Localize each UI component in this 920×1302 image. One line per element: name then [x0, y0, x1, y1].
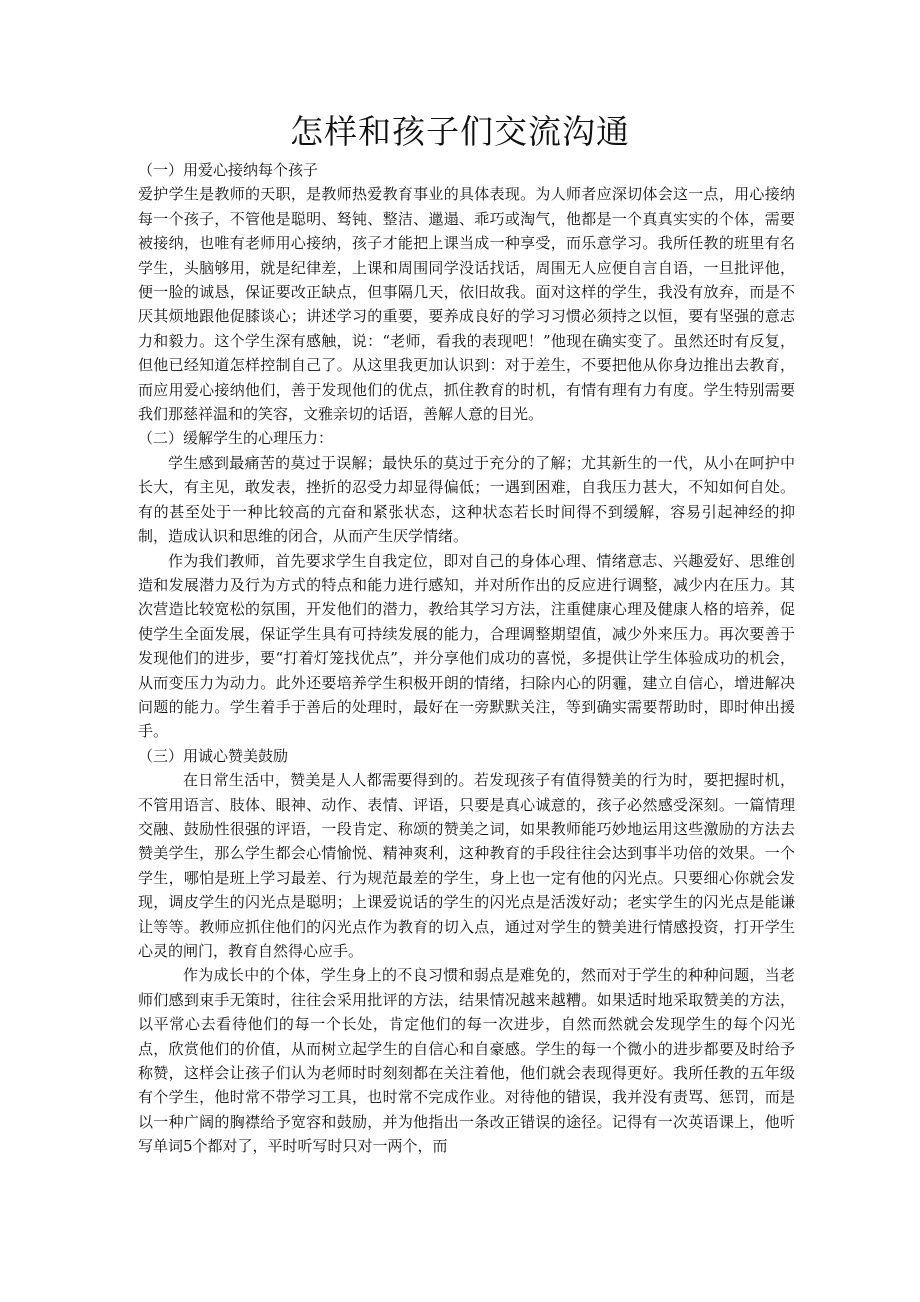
document-body: [138, 158, 795, 1159]
section-2: [138, 426, 795, 743]
section-3: [138, 744, 795, 1159]
section-1: [138, 158, 795, 426]
section-heading: （三）用诚心赞美鼓励: [138, 746, 289, 765]
section-heading: （二）缓解学生的心理压力：: [138, 429, 334, 448]
paragraph: 作为成长中的个体，学生身上的不良习惯和弱点是难免的，然而对于学生的种种问题，当老师们感到束手无策时，往往会采用批评的方法，结果情况越来越糟。如果适时地采取赞美的方法，以平常心去看待他们的每一个长处，肯定他们的每一次进步，自然而然就会发现学生的每个闪光点，欣赏他们的价值，从而树立起学生的自信心和自豪感。学生的每一个微小的进步都要及时给予称赞，这样会让孩子们认为老师时时刻刻都在关注着他，他们就会表现得更好。我所任教的五年级有个学生，他时常不带学习工具，也时常不完成作业。对待他的错误，我并没有责骂、惩罚，而是以一种广阔的胸襟给予宽容和鼓励，并为他指出一条改正错误的途径。记得有一次英语课上，他听写单词5个都对了，平时听写时只对一两个，而: [138, 966, 795, 1156]
paragraph: 学生感到最痛苦的莫过于误解；最快乐的莫过于充分的了解；尤其新生的一代，从小在呵护中长大，有主见，敢发表，挫折的忍受力却显得偏低；一遇到困难，自我压力甚大，不知如何自处。有的甚至处于一种比较高的亢奋和紧张状态，这种状态若长时间得不到缓解，容易引起神经的抑制，造成认识和思维的闭合，从而产生厌学情绪。: [138, 453, 795, 546]
paragraph: 爱护学生是教师的天职，是教师热爱教育事业的具体表现。为人师者应深切体会这一点，用心接纳每一个孩子，不管他是聪明、驽钝、整洁、邋遢、乖巧或淘气，他都是一个真真实实的个体，需要被接纳，也唯有老师用心接纳，孩子才能把上课当成一种享受，而乐意学习。我所任教的班里有名学生，头脑够用，就是纪律差，上课和周围同学没话找话，周围无人应便自言自语，一旦批评他，便一脸的诚恳，保证要改正缺点，但事隔几天，依旧故我。面对这样的学生，我没有放弃，而是不厌其烦地跟他促膝谈心；讲述学习的重要，要养成良好的学习习惯必须持之以恒，要有坚强的意志力和毅力。这个学生深有感触，说：“老师，看我的表现吧！”他现在确实变了。虽然还时有反复，但他已经知道怎样控制自己了。从这里我更加认识到：对于差生，不要把他从你身边推出去教育，而应用爱心接纳他们，善于发现他们的优点，抓住教育的时机，有情有理有力有度。学生特别需要我们那慈祥温和的笑容，文雅亲切的话语，善解人意的目光。: [138, 185, 795, 424]
paragraph: 作为我们教师，首先要求学生自我定位，即对自己的身体心理、情绪意志、兴趣爱好、思维创造和发展潜力及行为方式的特点和能力进行感知，并对所作出的反应进行调整，减少内在压力。其次营造比较宽松的氛围，开发他们的潜力，教给其学习方法，注重健康心理及健康人格的培养，促使学生全面发展，保证学生具有可持续发展的能力，合理调整期望值，减少外来压力。再次要善于发现他们的进步，要“打着灯笼找优点”，并分享他们成功的喜悦，多提供让学生体验成功的机会，从而变压力为动力。此外还要培养学生积极开朗的情绪，扫除内心的阴霾，建立自信心，增进解决问题的能力。学生着手于善后的处理时，最好在一旁默默关注，等到确实需要帮助时，即时伸出援手。: [138, 551, 795, 741]
section-heading: （一）用爱心接纳每个孩子: [138, 161, 319, 179]
document-title: 怎样和孩子们交流沟通: [290, 112, 630, 151]
paragraph: 在日常生活中，赞美是人人都需要得到的。若发现孩子有值得赞美的行为时，要把握时机，不管用语言、肢体、眼神、动作、表情、评语，只要是真心诚意的，孩子必然感受深刻。一篇情理交融、鼓励性很强的评语，一段肯定、称颂的赞美之词，如果教师能巧妙地运用这些激励的方法去赞美学生，那么学生都会心情愉悦、精神爽利，这种教育的手段往往会达到事半功倍的效果。一个学生，哪怕是班上学习最差、行为规范最差的学生，身上也一定有他的闪光点。只要细心你就会发现，调皮学生的闪光点是聪明；上课爱说话的学生的闪光点是活泼好动；老实学生的闪光点是能谦让等等。教师应抓住他们的闪光点作为教育的切入点，通过对学生的赞美进行情感投资，打开学生心灵的闸门，教育自然得心应手。: [138, 771, 795, 960]
